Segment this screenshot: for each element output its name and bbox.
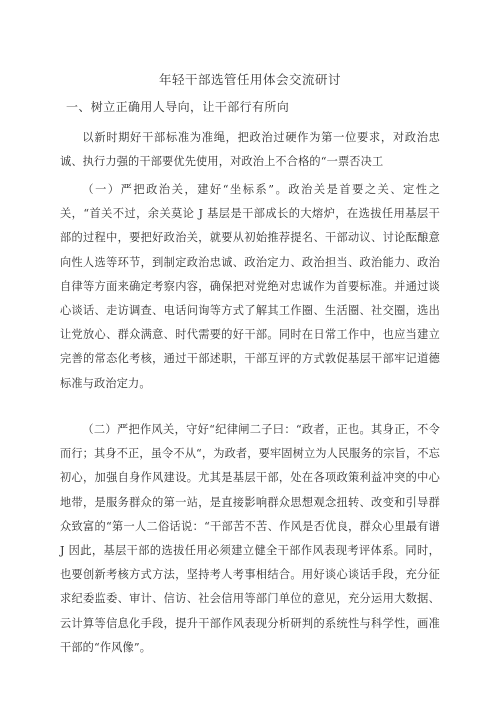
section-heading: 一、树立正确用人导向，让干部行有所向 [66, 100, 290, 114]
paragraph-style: （二）严把作风关，守好“纪律闸二子曰：“政者，正也。其身正，不令而行；其身不正，虽令不从“，为政者，要牢固树立为人民服务的宗旨，不忘初心，加强自身作风建设。尤其是基层干部，处在各项政策利益冲突的中心地带，是服务群众的第一站，是直接影响群众思想观念扭转、改变和引导群众致富的“第一人二俗话说：“干部苦不苦、作风是否优良，群众心里最有谱 J 因此，基层干部的选拔任用必须建立健全干部作风表现考评体系。同时，也要创新考核方式方法，坚持考人考事相结合。用好谈心谈话手段，充分征求纪委监委、审计、信访、社会信用等部门单位的意见，充分运用大数据、云计算等信息化手段，提升干部作风表现分析研判的系统性与科学性，画准干部的“作风像”。 [60, 423, 441, 654]
document-title: 年轻干部选管任用体会交流研讨 [158, 72, 341, 87]
paragraph-political: （一）严把政治关，建好“坐标系”。政治关是首要之关、定性之关，“首关不过，余关莫论 J 基层是干部成长的大熔炉，在选拔任用基层干部的过程中，要把好政治关，就要从初始推荐提名、干部动议、讨论酝酿意向性人选等环节，到制定政治忠诚、政治定力、政治担当、政治能力、政治自律等方面来确定考察内容，确保把对党绝对忠诚作为首要标准。并通过谈心谈话、走访调查、电话问询等方式了解其工作圈、生活圈、社交圈，选出让党放心、群众满意、时代需要的好干部。同时在日常工作中，也应当建立完善的常态化考核，通过干部述职，干部互评的方式敦促基层干部牢记道德标准与政治定力。 [60, 183, 440, 390]
paragraph-intro: 以新时期好干部标准为准绳，把政治过硬作为第一位要求，对政治忠诚、执行力强的干部要优先使用，对政治上不合格的“一票否决工 [60, 131, 440, 169]
